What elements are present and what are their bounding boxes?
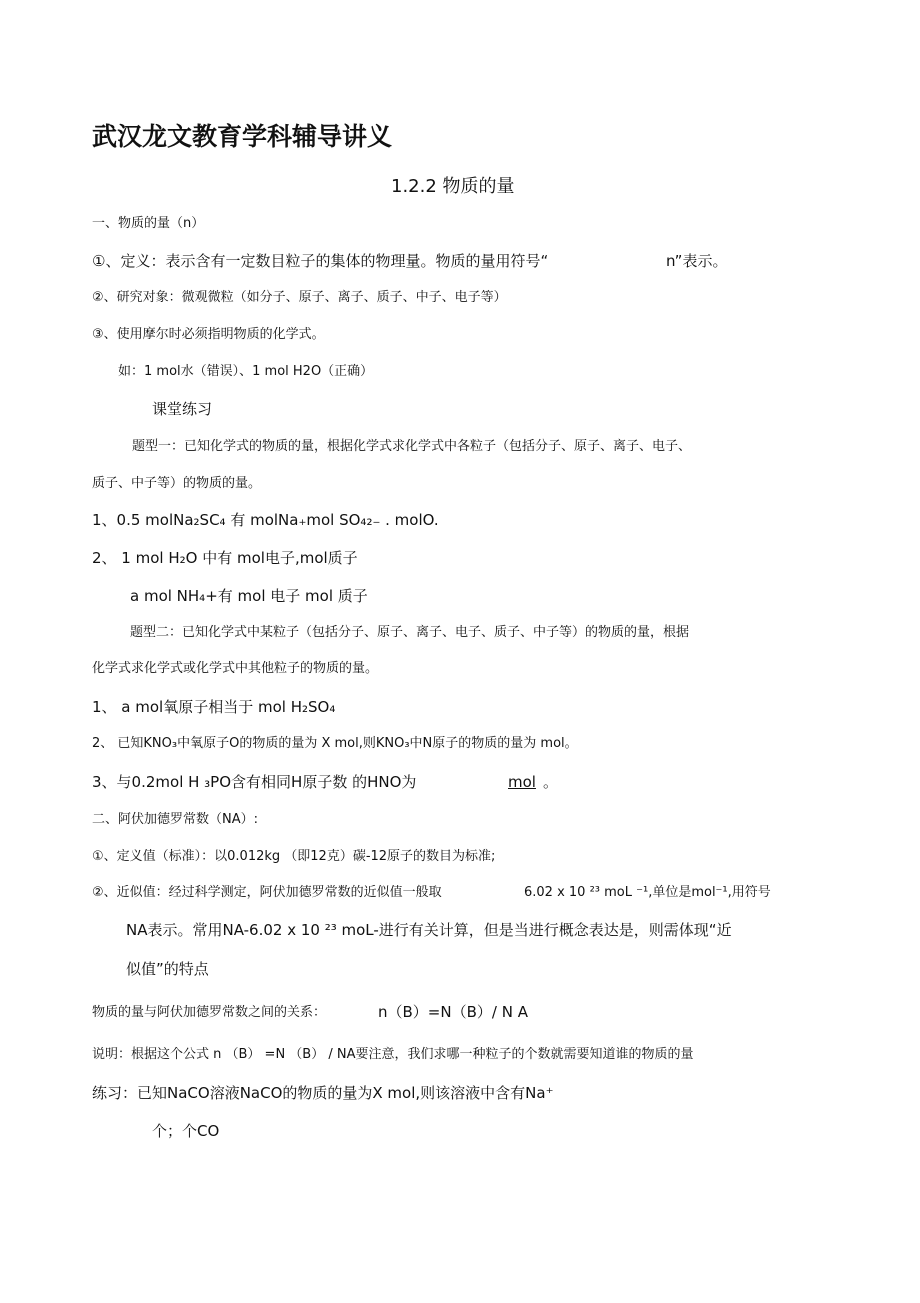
type-two-line: 题型二：已知化学式中某粒子（包括分子、原子、离子、电子、质子、中子等）的物质的量，根据: [130, 625, 690, 640]
section-heading: 1.2.2 物质的量: [391, 176, 515, 197]
research-object-line: ②、研究对象：微观微粒（如分子、原子、离子、质子、中子、电子等）: [92, 290, 507, 305]
avogadro-value: 6.02 x 10 ²³ moL ⁻¹,单位是mol⁻¹,用符号: [524, 885, 771, 900]
practice-line-2: 个；个CO: [152, 1122, 220, 1140]
exercise-t2-3: 3、与0.2mol H ₃PO含有相同H原子数 的HNO为: [92, 773, 417, 791]
definition-line-end: n”表示。: [666, 252, 728, 270]
exercise-2b: a mol NH₄+有 mol 电子 mol 质子: [130, 587, 368, 605]
avogadro-definition: ①、定义值（标准）：以0.012kg （即12克）碳-12原子的数目为标准;: [92, 849, 496, 864]
type-one-line: 题型一：已知化学式的物质的量，根据化学式求化学式中各粒子（包括分子、原子、离子、电子、: [132, 439, 692, 454]
practice-line: 练习：已知NaCO溶液NaCO的物质的量为X mol,则该溶液中含有Na⁺: [92, 1084, 554, 1102]
exercise-t2-1: 1、 a mol氧原子相当于 mol H₂SO₄: [92, 698, 336, 716]
heading-avogadro: 二、阿伏加德罗常数（NA）:: [92, 812, 258, 827]
example-line: 如：1 mol水（错误）、1 mol H2O（正确）: [118, 364, 374, 379]
definition-line: ①、定义：表示含有一定数目粒子的集体的物理量。物质的量用符号“: [92, 252, 549, 270]
exercise-t2-3-unit: mol: [508, 773, 536, 791]
exercise-1: 1、0.5 molNa₂SC₄ 有 molNa₊mol SO₄₂₋ . molO.: [92, 511, 439, 529]
type-two-line-2: 化学式求化学式或化学式中其他粒子的物质的量。: [92, 661, 379, 676]
relation-line: 物质的量与阿伏加德罗常数之间的关系：: [92, 1005, 327, 1020]
heading-amount-of-substance: 一、物质的量（n）: [92, 216, 205, 231]
exercise-t2-2: 2、 已知KNO₃中氧原子O的物质的量为 X mol,则KNO₃中N原子的物质的量为 mol。: [92, 736, 578, 751]
document-title: 武汉龙文教育学科辅导讲义: [92, 122, 393, 151]
exercise-t2-3-end: 。: [543, 773, 559, 791]
type-one-line-2: 质子、中子等）的物质的量。: [92, 476, 262, 491]
relation-formula: n（B）=N（B）/ N A: [378, 1003, 528, 1021]
practice-heading: 课堂练习: [152, 400, 213, 418]
avogadro-usage-2: 似值”的特点: [126, 960, 209, 978]
exercise-2: 2、 1 mol H₂O 中有 mol电子,mol质子: [92, 549, 358, 567]
avogadro-approx: ②、近似值：经过科学测定，阿伏加德罗常数的近似值一般取: [92, 885, 442, 900]
explanation-line: 说明：根据这个公式 n （B） =N （B） / NA要注意，我们求哪一种粒子的个数就需要知道谁的物质的量: [92, 1047, 694, 1062]
avogadro-usage: NA表示。常用NA-6.02 x 10 ²³ moL-进行有关计算，但是当进行概念表达是，则需体现“近: [126, 921, 732, 939]
mole-usage-line: ③、使用摩尔时必须指明物质的化学式。: [92, 327, 325, 342]
